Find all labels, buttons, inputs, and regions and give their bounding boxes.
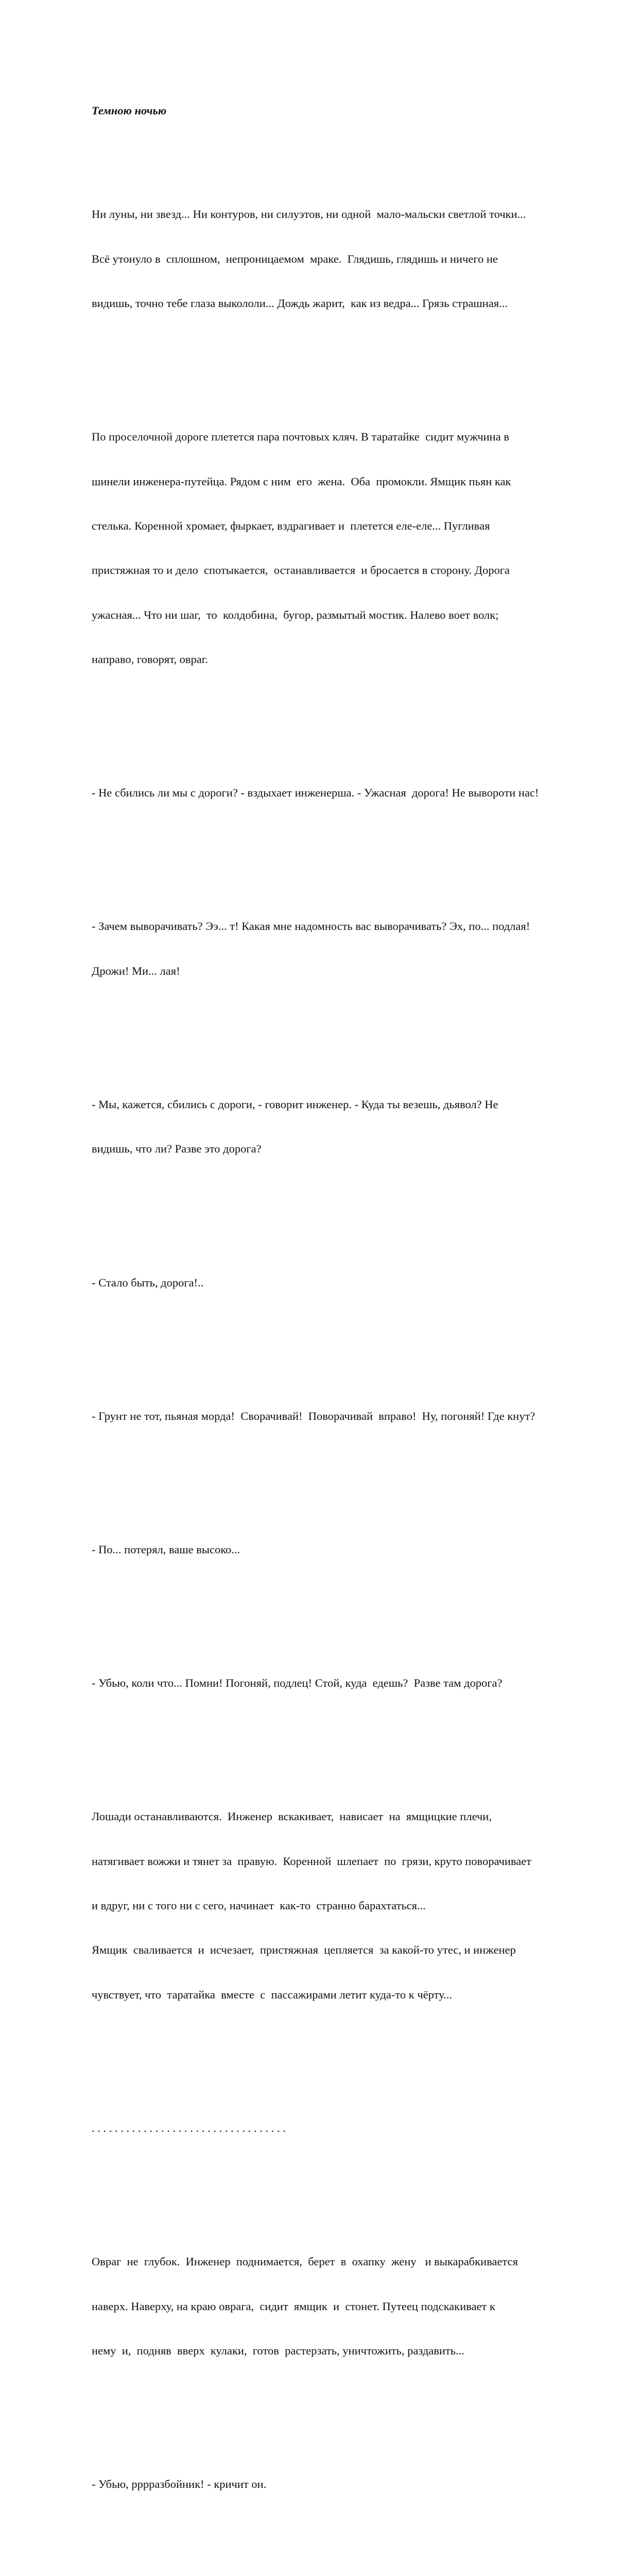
text-line: Дрожи! Ми... лая! (92, 964, 180, 977)
paragraph (92, 1067, 607, 1186)
document-body (92, 74, 607, 2576)
text-line: и вдруг, ни с того ни с сего, начинает как-то странно барахтаться... (92, 1899, 426, 1912)
text-line: - По... потерял, ваше высоко... (92, 1543, 240, 1556)
paragraph (92, 1780, 607, 2032)
text-line: видишь, что ли? Разве это дорога? (92, 1142, 262, 1156)
text-line: видишь, точно тебе глаза выкололи... Дождь жарит, как из ведра... Грязь страшная... (92, 296, 508, 310)
text-line: пристяжная то и дело спотыкается, останавливается и бросается в сторону. Дорога (92, 564, 510, 577)
text-line: Ямщик сваливается и исчезает, пристяжная цепляется за какой-то утес, и инженер (92, 1943, 516, 1957)
text-line: - Мы, кажется, сбились с дороги, - говорит инженер. - Куда ты везешь, дьявол? Не (92, 1097, 498, 1111)
text-line: - Зачем выворачивать? Ээ... т! Какая мне надомность вас выворачивать? Эх, по... подлая! (92, 920, 530, 933)
text-line: - Не сбились ли мы с дороги? - вздыхает инженерша. - Ужасная дорога! Не выворoти нас! (92, 786, 539, 800)
text-line: натягивает вожжи и тянет за правую. Коренной шлепает по грязи, круто поворачивает (92, 1854, 532, 1868)
paragraph (92, 1379, 607, 1453)
dotted-separator-line: . . . . . . . . . . . . . . . . . . . . . . . . . . . . . . . . . . (92, 2121, 286, 2134)
paragraph (92, 400, 607, 697)
paragraph (92, 2448, 607, 2522)
text-line: - Убью, рррразбойник! - кричит он. (92, 2478, 267, 2491)
paragraph (92, 756, 607, 831)
text-line: - Грунт не тот, пьяная морда! Сворачивай! Поворачивай вправо! Ну, погоняй! Где кнут? (92, 1409, 536, 1422)
paragraph (92, 890, 607, 1008)
paragraph (92, 2225, 607, 2388)
text-line: нему и, подняв вверх кулаки, готов растерзать, уничтожить, раздавить... (92, 2344, 464, 2357)
story-title: Темною ночью (92, 104, 167, 117)
text-line: - Убью, коли что... Помни! Погоняй, подлец! Стой, куда едешь? Разве там дорога? (92, 1676, 503, 1690)
text-line: направо, говорят, овраг. (92, 653, 209, 666)
text-line: Лошади останавливаются. Инженер вскакивает, нависает на ямщицкие плечи, (92, 1810, 492, 1823)
text-line: наверх. Наверху, на краю оврага, сидит ямщик и стонет. Путеец подскакивает к (92, 2299, 495, 2313)
paragraph (92, 1246, 607, 1320)
text-line: - Стало быть, дорога!.. (92, 1276, 204, 1289)
text-line: По проселочной дороге плетется пара почтовых кляч. В таратайке сидит мужчина в (92, 430, 509, 444)
section-separator (92, 2091, 607, 2165)
paragraph (92, 178, 607, 341)
text-line: чувствует, что таратайка вместе с пассажирами летит куда-то к чёрту... (92, 1988, 452, 2001)
text-line: шинели инженера-путейца. Рядом с ним его жена. Оба промокли. Ямщик пьян как (92, 474, 511, 488)
paragraph (92, 1646, 607, 1720)
paragraph (92, 1513, 607, 1587)
text-line: ужасная... Что ни шаг, то колдобина, бугор, размытый мостик. Налево воет волк; (92, 608, 499, 621)
text-line: стелька. Коренной хромает, фыркает, вздрагивает и плетется еле-еле... Пугливая (92, 519, 490, 532)
text-line: Ни луны, ни звезд... Ни контуров, ни силуэтов, ни одной мало-мальски светлой точки... (92, 208, 526, 221)
text-line: Всё утонуло в сплошном, непроницаемом мраке. Глядишь, глядишь и ничего не (92, 252, 498, 265)
text-line: Овраг не глубок. Инженер поднимается, берет в охапку жену и выкарабкивается (92, 2255, 518, 2268)
